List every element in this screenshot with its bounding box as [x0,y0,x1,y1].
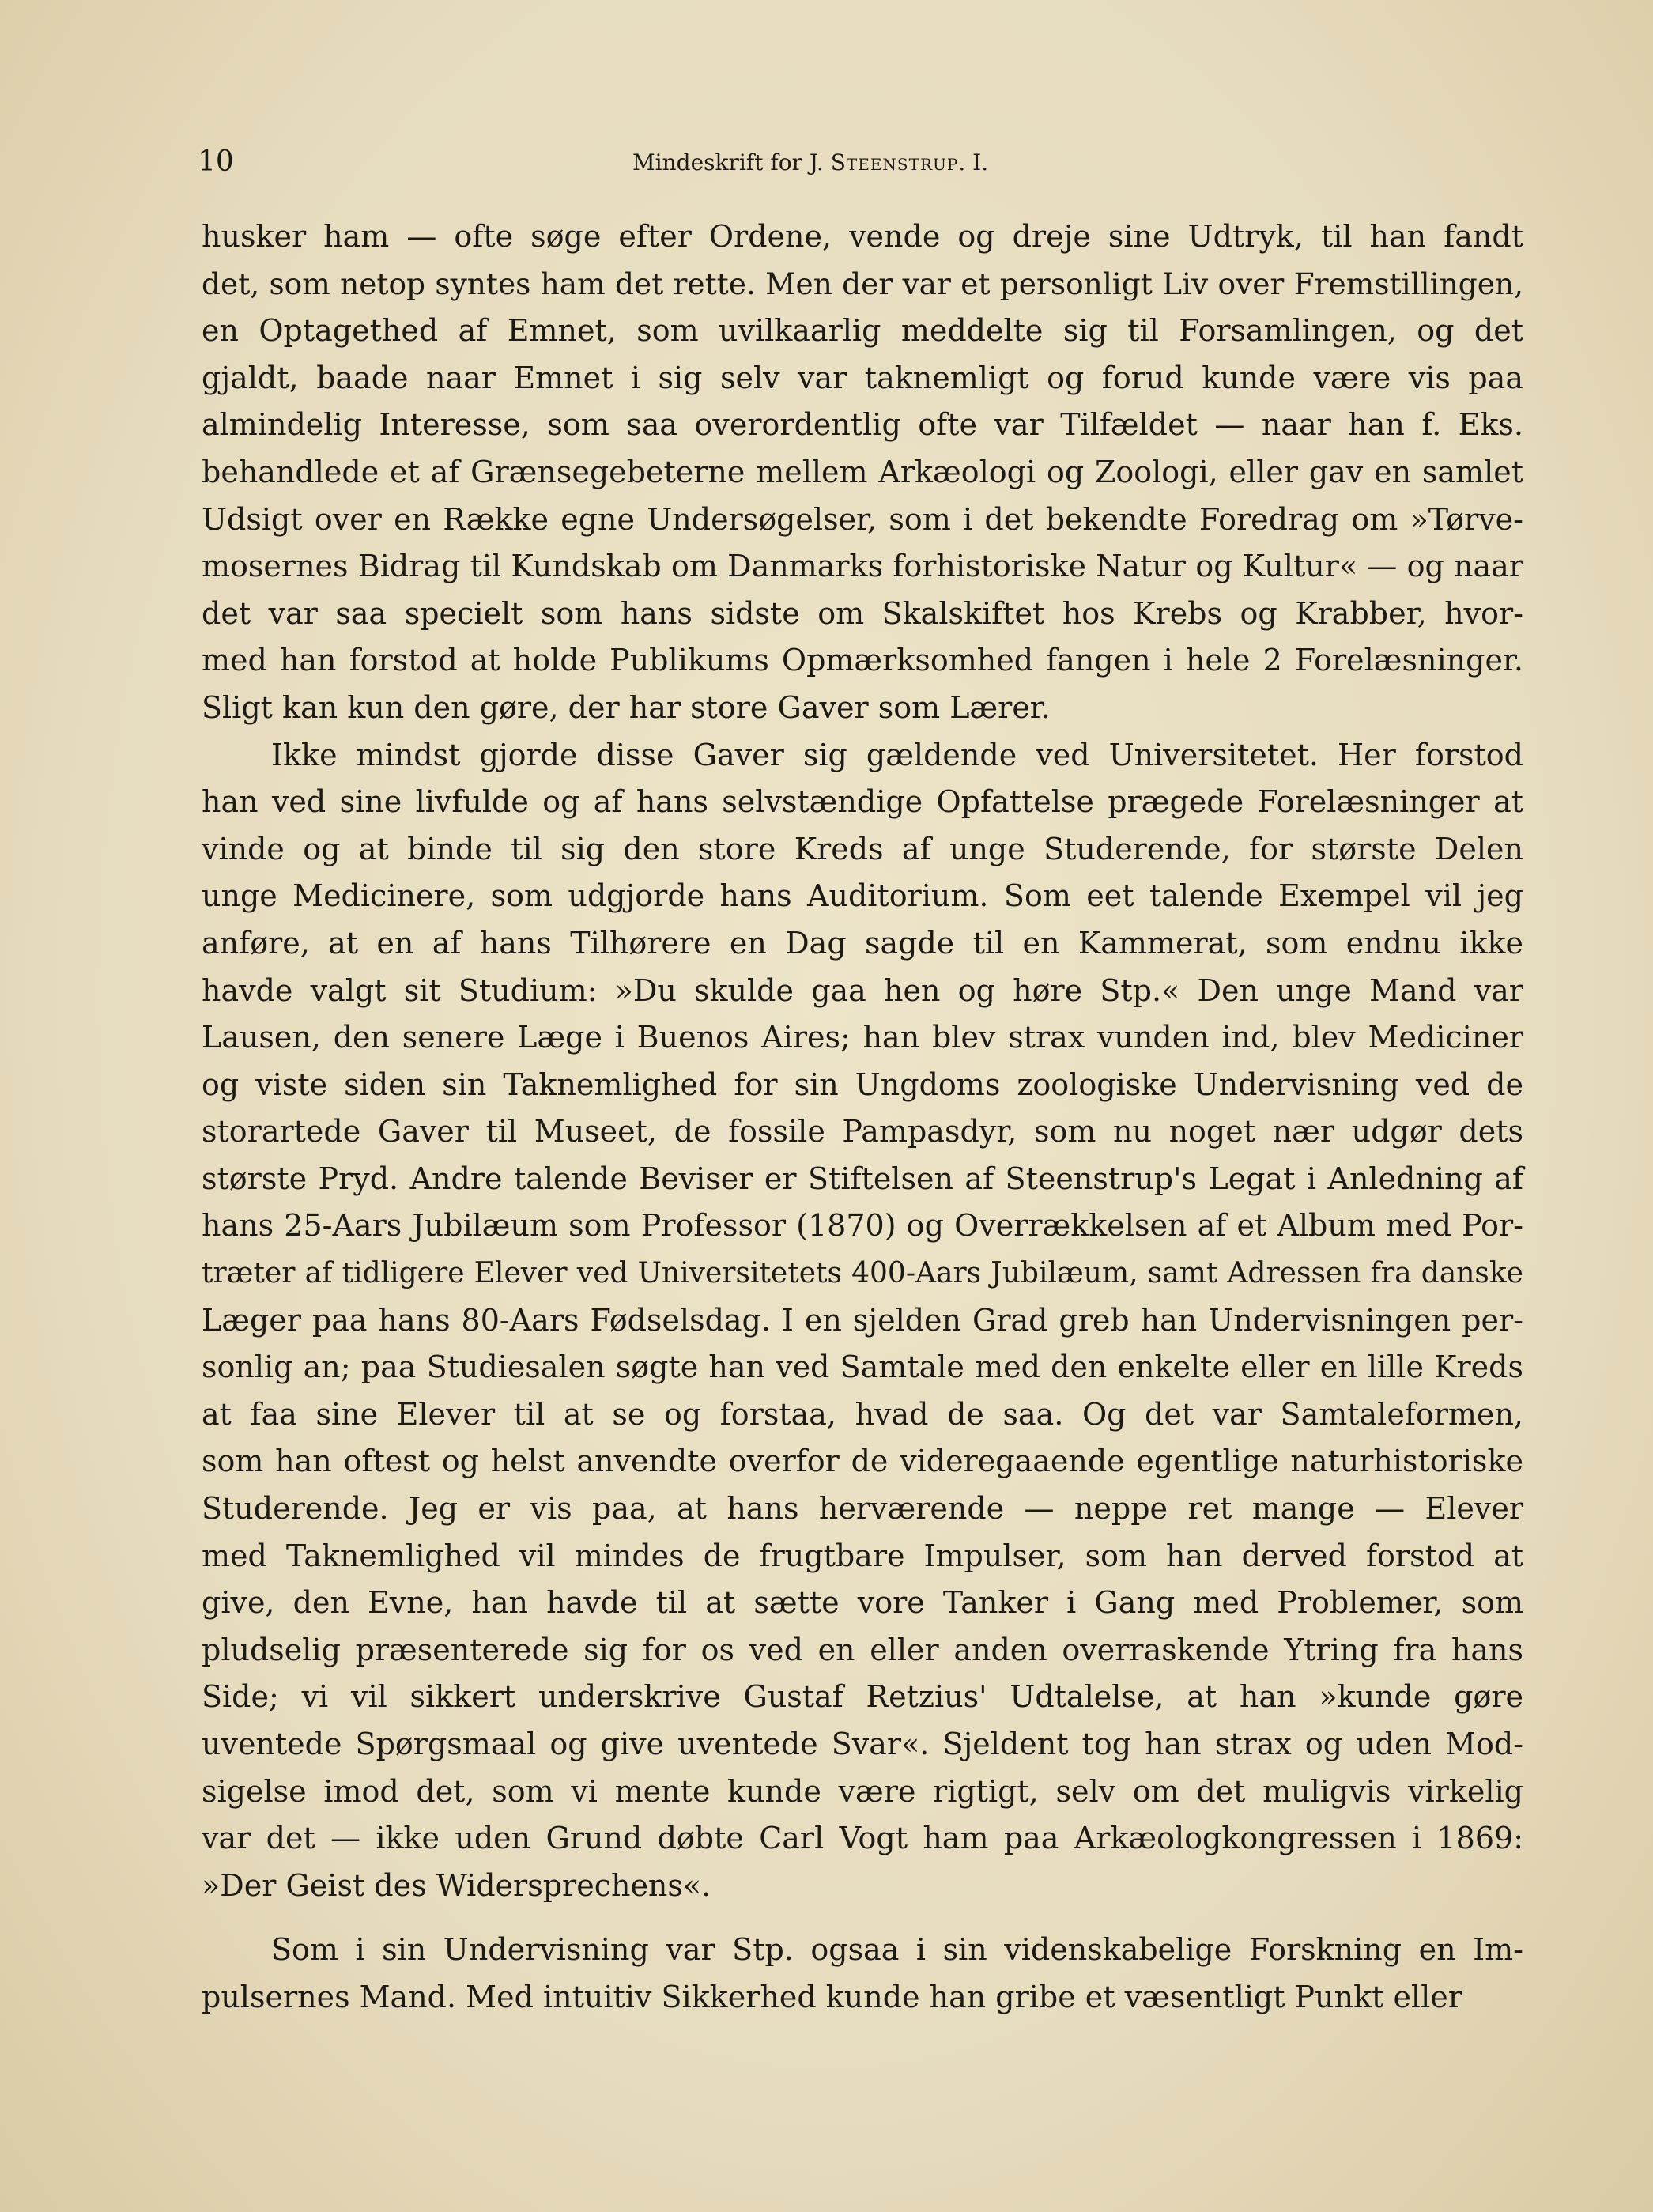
text-line: behandlede et af Grænsegebeterne mellem Arkæologi og Zoologi, eller gav en samlet [202,454,1523,489]
text-line: det, som netop syntes ham det rette. Men der var et personligt Liv over Fremstillingen, [202,266,1523,301]
text-line: var det — ikke uden Grund døbte Carl Vogt ham paa Arkæologkongressen i 1869: [202,1821,1523,1856]
text-line: pulsernes Mand. Med intuitiv Sikkerhed kunde han gribe et væsentligt Punkt eller [202,1979,1462,2014]
paragraph [202,213,1523,732]
text-line: pludselig præsenterede sig for os ved en eller anden overraskende Ytring fra hans [202,1632,1523,1667]
text-line: husker ham — ofte søge efter Ordene, vende og dreje sine Udtryk, til han fandt [202,219,1523,254]
text-line: at faa sine Elever til at se og forstaa, hvad de saa. Og det var Samtaleformen, [202,1396,1523,1432]
text-line: almindelig Interesse, som saa overordentlig ofte var Tilfældet — naar han f. Eks. [202,407,1523,443]
text-line: som han oftest og helst anvendte overfor de videregaaende egentlige naturhistoriske [202,1444,1523,1479]
text-line: Udsigt over en Række egne Undersøgelser, som i det bekendte Foredrag om »Tørve- [202,501,1523,537]
text-line: Lausen, den senere Læge i Buenos Aires; han blev strax vunden ind, blev Mediciner [202,1020,1523,1055]
text-line: »Der Geist des Widersprechens«. [202,1867,711,1903]
text-line: med Taknemlighed vil mindes de frugtbare Impulser, som han derved forstod at [202,1538,1523,1573]
text-line: give, den Evne, han havde til at sætte vore Tanker i Gang med Problemer, som [202,1585,1523,1621]
text-line: anføre, at en af hans Tilhørere en Dag sagde til en Kammerat, som endnu ikke [202,925,1523,961]
text-line: Læger paa hans 80-Aars Fødselsdag. I en sjelden Grad greb han Undervisningen per- [202,1302,1523,1338]
running-head-end: . I. [958,149,989,176]
text-line: han ved sine livfulde og af hans selvstændige Opfattelse prægede Forelæsninger at [202,784,1523,820]
text-line: en Optagethed af Emnet, som uvilkaarlig meddelte sig til Forsamlingen, og det [202,313,1523,349]
text-line: Side; vi vil sikkert underskrive Gustaf Retzius' Udtalelse, at han »kunde gøre [202,1679,1523,1715]
text-line: hans 25-Aars Jubilæum som Professor (1870) og Overrækkelsen af et Album med Por- [202,1208,1523,1244]
paragraph-gap [202,1909,1523,1927]
text-line: sigelse imod det, som vi mente kunde være rigtigt, selv om det muligvis virkelig [202,1773,1523,1809]
text-line: med han forstod at holde Publikums Opmærksomhed fangen i hele 2 Forelæsninger. [202,643,1523,678]
text-line: træter af tidligere Elever ved Universitetets 400-Aars Jubilæum, samt Adressen fra danske [202,1257,1523,1290]
running-head [632,145,988,180]
text-line: største Pryd. Andre talende Beviser er Stiftelsen af Steenstrup's Legat i Anledning af [202,1161,1523,1196]
text-line: mosernes Bidrag til Kundskab om Danmarks forhistoriske Natur og Kultur« — og naar [202,549,1523,584]
page-number: 10 [198,145,234,178]
running-head-name: Steenstrup [830,149,959,176]
text-line: unge Medicinere, som udgjorde hans Auditorium. Som eet talende Exempel vil jeg [202,878,1523,914]
body-text [202,213,1523,2021]
paragraph [202,732,1523,1910]
text-line: vinde og at binde til sig den store Kreds af unge Studerende, for største Delen [202,831,1523,866]
text-line: Studerende. Jeg er vis paa, at hans herværende — neppe ret mange — Elever [202,1491,1523,1527]
text-line: havde valgt sit Studium: »Du skulde gaa hen og høre Stp.« Den unge Mand var [202,972,1523,1008]
text-line: Ikke mindst gjorde disse Gaver sig gældende ved Universitetet. Her forstod [271,737,1523,772]
text-line: Som i sin Undervisning var Stp. ogsaa i sin videnskabelige Forskning en Im- [271,1932,1523,1968]
text-line: storartede Gaver til Museet, de fossile Pampasdyr, som nu noget nær udgør dets [202,1114,1523,1149]
paragraph [202,1927,1523,2021]
text-line: uventede Spørgsmaal og give uventede Svar«. Sjeldent tog han strax og uden Mod- [202,1727,1523,1761]
page-header [198,142,1083,190]
text-line: og viste siden sin Taknemlighed for sin Ungdoms zoologiske Undervisning ved de [202,1066,1523,1102]
running-head-start: Mindeskrift for J. [632,149,831,176]
text-line: gjaldt, baade naar Emnet i sig selv var taknemligt og forud kunde være vis paa [202,360,1523,395]
text-line: det var saa specielt som hans sidste om Skalskiftet hos Krebs og Krabber, hvor- [202,595,1523,631]
text-line: sonlig an; paa Studiesalen søgte han ved Samtale med den enkelte eller en lille Kreds [202,1349,1523,1385]
text-line: Sligt kan kun den gøre, der har store Gaver som Lærer. [202,689,1051,725]
